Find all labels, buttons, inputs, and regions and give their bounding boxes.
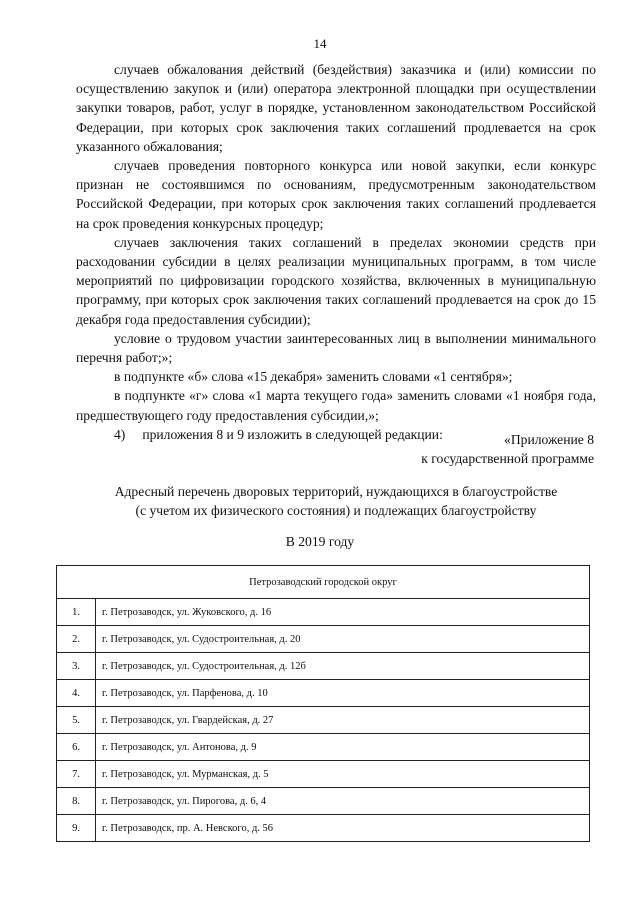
paragraph: случаев проведения повторного конкурса или новой закупки, если конкурс признан не состоявшимся по основаниям, предусмотренным законодательством Российской Федерации, при которых срок заключения таких соглашений продлевается на срок проведения конкурсных процедур; <box>76 158 596 231</box>
row-address: г. Петрозаводск, пр. А. Невского, д. 56 <box>96 815 590 842</box>
row-address: г. Петрозаводск, ул. Жуковского, д. 16 <box>96 599 590 626</box>
title-line-2: (с учетом их физического состояния) и подлежащих благоустройству <box>135 503 537 519</box>
table-row <box>57 815 590 842</box>
body-text <box>76 60 596 444</box>
item-4-number: 4) <box>114 426 126 442</box>
row-address: г. Петрозаводск, ул. Судостроительная, д. 20 <box>96 626 590 653</box>
row-address: г. Петрозаводск, ул. Мурманская, д. 5 <box>96 761 590 788</box>
table-row <box>57 761 590 788</box>
table-row <box>57 626 590 653</box>
row-number: 2. <box>57 626 96 653</box>
address-table <box>56 565 590 842</box>
document-title <box>76 482 596 520</box>
table-row <box>57 707 590 734</box>
table-row <box>57 734 590 761</box>
appendix-line-2: к государственной программе <box>421 451 594 467</box>
row-address: г. Петрозаводск, ул. Антонова, д. 9 <box>96 734 590 761</box>
table-header-row <box>57 566 590 599</box>
appendix-line-1: «Приложение 8 <box>504 432 594 447</box>
row-number: 3. <box>57 653 96 680</box>
row-number: 5. <box>57 707 96 734</box>
row-address: г. Петрозаводск, ул. Гвардейская, д. 27 <box>96 707 590 734</box>
appendix-caption <box>421 430 594 468</box>
item-4-text: приложения 8 и 9 изложить в следующей редакции: <box>142 426 443 442</box>
row-number: 7. <box>57 761 96 788</box>
table-header: Петрозаводский городской округ <box>57 566 590 599</box>
table-row <box>57 599 590 626</box>
title-line-1: Адресный перечень дворовых территорий, нуждающихся в благоустройстве <box>114 484 558 499</box>
row-address: г. Петрозаводск, ул. Судостроительная, д. 12б <box>96 653 590 680</box>
row-number: 8. <box>57 788 96 815</box>
row-address: г. Петрозаводск, ул. Парфенова, д. 10 <box>96 680 590 707</box>
row-number: 4. <box>57 680 96 707</box>
row-number: 6. <box>57 734 96 761</box>
table-row <box>57 680 590 707</box>
paragraph: случаев заключения таких соглашений в пределах экономии средств при расходовании субсидии в целях реализации муниципальных программ, в том числе мероприятий по цифровизации городского хозяйства, включенных в муниципальную программу, при которых срок заключения таких соглашений продлевается на срок до 15 декабря года предоставления субсидии); <box>76 234 596 327</box>
paragraph: случаев обжалования действий (бездействия) заказчика и (или) комиссии по осуществлению закупок и (или) оператора электронной площадки при осуществлении закупки товаров, работ, услуг в порядке, установленном законодательством Российской Федерации, при которых срок заключения таких соглашений продлевается на срок указанного обжалования; <box>76 62 596 154</box>
table-row <box>57 788 590 815</box>
paragraph: в подпункте «г» слова «1 марта текущего года» заменить словами «1 ноября года, предшествующего году предоставления субсидии,»; <box>76 388 596 423</box>
paragraph: в подпункте «б» слова «15 декабря» заменить словами «1 сентября»; <box>114 369 513 385</box>
page-number: 14 <box>313 36 327 51</box>
paragraph: условие о трудовом участии заинтересованных лиц в выполнении минимального перечня работ;»; <box>76 330 596 366</box>
table-row <box>57 653 590 680</box>
row-address: г. Петрозаводск, ул. Пирогова, д. 6, 4 <box>96 788 590 815</box>
row-number: 1. <box>57 599 96 626</box>
year-heading: В 2019 году <box>285 534 355 549</box>
row-number: 9. <box>57 815 96 842</box>
